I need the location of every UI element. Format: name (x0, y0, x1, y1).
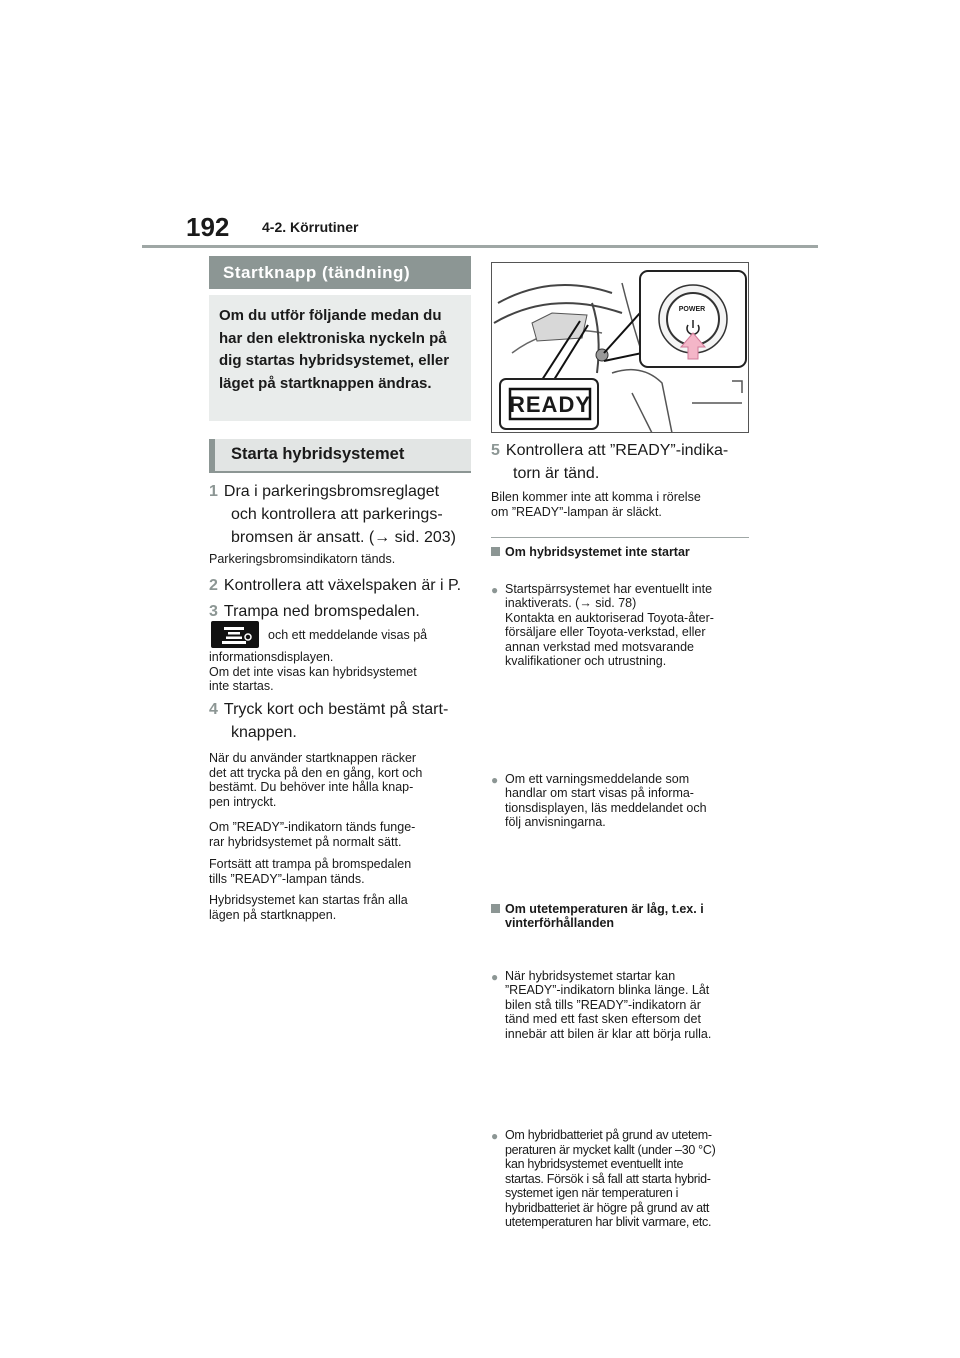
intro-box: Om du utför följande medan du har den elektroniska nyckeln på dig startas hybridsystemet, eller läget på startknappen ändras. (209, 295, 471, 421)
info-bullet (491, 969, 765, 1042)
bullet-line: Startspärrsystemet har eventuellt inte (505, 581, 713, 596)
note-line: Om ”READY”-indikatorn tänds funge- (209, 820, 416, 834)
note-line: Om det inte visas kan hybridsystemet (209, 664, 417, 679)
step-number: 4 (209, 701, 218, 718)
note-line: informationsdisplayen. (209, 650, 334, 664)
note-line: tills ”READY”-lampan tänds. (209, 871, 365, 886)
info-heading (491, 902, 765, 931)
power-button-label: POWER (678, 306, 706, 313)
bullet-line: tänd med ett fast sken eftersom det (505, 1012, 701, 1026)
note: och ett meddelande visas på (268, 628, 428, 642)
bullet-line: bilen stå tills ”READY”-indikatorn är (505, 997, 701, 1012)
square-bullet-icon (491, 904, 500, 913)
step-text: torn är tänd. (513, 465, 600, 482)
info-heading-text: vinterförhållanden (505, 916, 615, 930)
note-line: pen intryckt. (209, 794, 277, 809)
bullet-line: Om hybridbatteriet på grund av utetem- (505, 1128, 712, 1142)
info-heading-text: Om utetemperaturen är låg, t.ex. i (505, 901, 704, 916)
note (209, 820, 471, 849)
bullet-line: annan verkstad med motsvarande (505, 639, 694, 654)
bullet-line: kvalifikationer och utrustning. (505, 654, 667, 668)
info-heading-text: Om hybridsystemet inte startar (505, 545, 690, 559)
step-number: 5 (491, 442, 500, 459)
step-number: 2 (209, 577, 218, 594)
bullet-line: systemet igen när temperaturen i (505, 1186, 679, 1200)
note-line: rar hybridsystemet på normalt sätt. (209, 834, 402, 849)
step-text: knappen. (231, 724, 297, 741)
bullet-line: utetemperaturen har blivit varmare, etc. (505, 1215, 712, 1229)
note-line: Hybridsystemet kan startas från alla (209, 893, 408, 907)
header-rule (142, 245, 818, 248)
step-4 (209, 698, 471, 744)
step-text: bromsen är ansatt. (→ sid. 203) (231, 529, 456, 546)
bullet-line: startas. Försök i så fall att starta hybrid- (505, 1171, 711, 1186)
subsection-title: Starta hybridsystemet (209, 439, 471, 473)
step-text: Kontrollera att ”READY”-indika- (505, 442, 729, 459)
bullet-icon: ● (491, 582, 499, 597)
step-1 (209, 480, 471, 549)
divider (491, 537, 749, 538)
section-title: Startknapp (tändning) (209, 256, 471, 289)
note (209, 893, 471, 922)
bullet-line: följ anvisningarna. (505, 815, 606, 829)
square-bullet-icon (491, 547, 500, 556)
note (209, 751, 471, 809)
note-line: inte startas. (209, 679, 274, 693)
step-2 (209, 574, 471, 597)
note-line: Bilen kommer inte att komma i rörelse (491, 490, 701, 504)
step-5 (491, 439, 751, 485)
bullet-line: Om ett varningsmeddelande som (505, 771, 690, 786)
note (209, 857, 471, 886)
step-3 (209, 600, 471, 623)
bullet-line: tionsdisplayen, läs meddelandet och (505, 800, 707, 815)
note: Parkeringsbromsindikatorn tänds. (209, 552, 396, 566)
bullet-line: ”READY”-indikatorn blinka länge. Låt (505, 983, 710, 997)
step-text: och kontrollera att parkerings- (231, 506, 443, 523)
note-line: Fortsätt att trampa på bromspedalen (209, 857, 412, 871)
bullet-line: hybridbatteriet är högre på grund av att (505, 1200, 710, 1215)
note-line: om ”READY”-lampan är släckt. (491, 504, 662, 519)
bullet-line: peraturen är mycket kallt (under –30 °C) (505, 1142, 716, 1157)
bullet-line: Kontakta en auktoriserad Toyota-åter- (505, 610, 714, 625)
step-text: Tryck kort och bestämt på start- (223, 701, 449, 718)
step-number: 1 (209, 483, 218, 500)
bullet-line: innebär att bilen är klar att börja rulla. (505, 1026, 712, 1041)
note-line: bestämt. Du behöver inte hålla knap- (209, 780, 414, 794)
page-number: 192 (186, 212, 230, 242)
bullet-line: kan hybridsystemet eventuellt inte (505, 1157, 684, 1171)
step-text: Kontrollera att växelspaken är i P. (223, 577, 462, 594)
bullet-icon: ● (491, 969, 499, 984)
bullet-icon: ● (491, 1129, 498, 1143)
info-bullet (491, 582, 765, 669)
info-bullet (491, 1128, 765, 1230)
step-text: Dra i parkeringsbromsreglaget (223, 483, 440, 500)
ready-indicator-label: READY (509, 392, 592, 417)
step-text: Trampa ned bromspedalen. (223, 603, 420, 620)
info-heading (491, 545, 765, 560)
info-bullet (491, 772, 765, 830)
brake-pedal-warning-icon (211, 621, 259, 648)
chapter-title: 4-2. Körrutiner (262, 219, 359, 235)
note-line: det att trycka på den en gång, kort och (209, 765, 423, 780)
bullet-line: försäljare eller Toyota-verkstad, eller (505, 625, 706, 639)
note-line: När du använder startknappen räcker (209, 751, 417, 765)
step-number: 3 (209, 603, 218, 620)
note (491, 490, 751, 519)
bullet-line: inaktiverats. (→ sid. 78) (505, 596, 637, 610)
bullet-line: handlar om start visas på informa- (505, 786, 694, 800)
note-line: lägen på startknappen. (209, 907, 337, 922)
note (209, 650, 471, 694)
bullet-icon: ● (491, 772, 499, 787)
bullet-line: När hybridsystemet startar kan (505, 968, 676, 983)
